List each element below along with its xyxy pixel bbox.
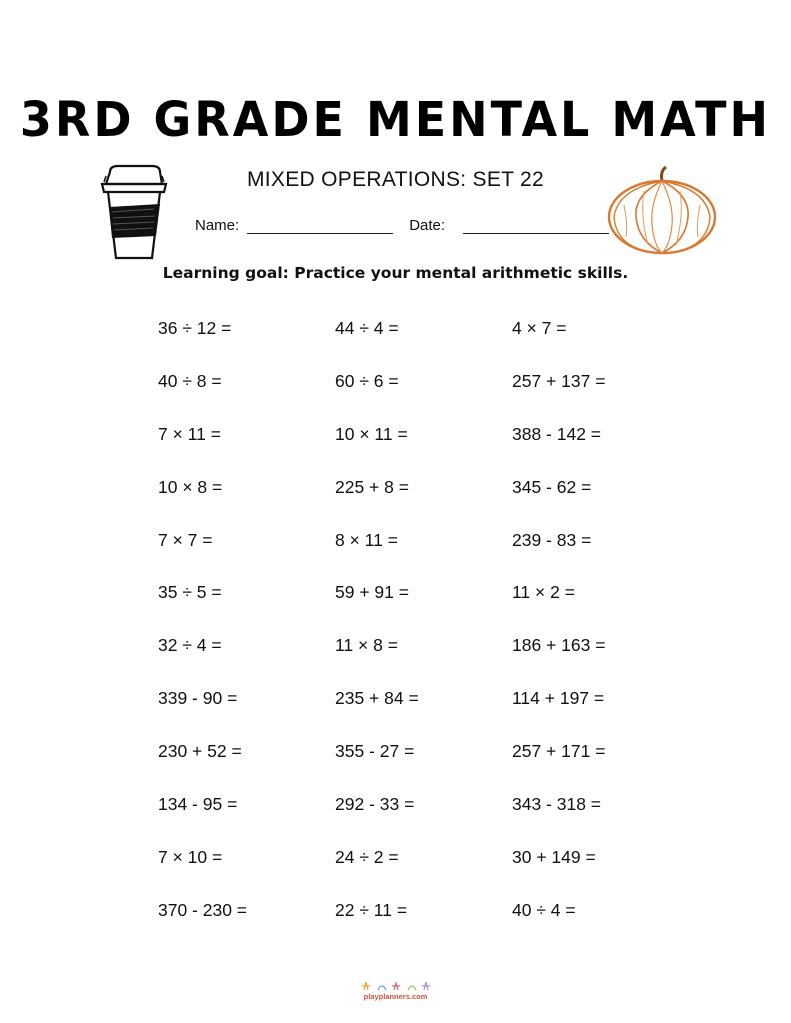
pumpkin-icon bbox=[604, 165, 719, 255]
math-problem: 10 × 8 = bbox=[158, 476, 223, 497]
math-problem: 59 + 91 = bbox=[335, 582, 409, 603]
math-problem: 355 - 27 = bbox=[335, 741, 415, 762]
problem-row bbox=[158, 900, 689, 953]
date-label: Date: bbox=[409, 217, 446, 234]
math-problem: 7 × 10 = bbox=[158, 846, 223, 867]
math-problem: 343 - 318 = bbox=[512, 794, 602, 815]
math-problem: 225 + 8 = bbox=[335, 476, 409, 497]
math-problem: 292 - 33 = bbox=[335, 794, 415, 815]
name-field[interactable] bbox=[247, 217, 393, 234]
worksheet-title: 3RD GRADE MENTAL MATH bbox=[19, 90, 772, 148]
math-problem: 7 × 11 = bbox=[158, 423, 221, 444]
math-problem: 24 ÷ 2 = bbox=[335, 846, 399, 867]
name-date-fields bbox=[195, 217, 609, 234]
problem-row bbox=[158, 847, 689, 900]
problem-row bbox=[158, 318, 689, 371]
problem-row bbox=[158, 741, 689, 794]
math-problem: 257 + 171 = bbox=[512, 741, 606, 762]
math-problem: 388 - 142 = bbox=[512, 423, 602, 444]
math-problem: 345 - 62 = bbox=[512, 476, 592, 497]
math-problem: 35 ÷ 5 = bbox=[158, 582, 222, 603]
math-problem: 370 - 230 = bbox=[158, 899, 248, 920]
playplanners-logo-icon bbox=[356, 980, 436, 992]
math-problem: 11 × 2 = bbox=[512, 582, 575, 603]
math-problem: 239 - 83 = bbox=[512, 529, 592, 550]
problem-grid bbox=[158, 318, 689, 953]
problem-row bbox=[158, 424, 689, 477]
math-problem: 30 + 149 = bbox=[512, 846, 596, 867]
problem-row bbox=[158, 688, 689, 741]
math-problem: 40 ÷ 8 = bbox=[158, 370, 222, 391]
math-problem: 44 ÷ 4 = bbox=[335, 318, 399, 338]
problem-row bbox=[158, 582, 689, 635]
math-problem: 230 + 52 = bbox=[158, 741, 242, 762]
math-problem: 32 ÷ 4 = bbox=[158, 635, 222, 656]
math-problem: 22 ÷ 11 = bbox=[335, 899, 408, 920]
footer bbox=[0, 973, 791, 1001]
problem-row bbox=[158, 477, 689, 530]
worksheet-subtitle: MIXED OPERATIONS: SET 22 bbox=[247, 168, 544, 191]
learning-goal: Learning goal: Practice your mental arithmetic skills. bbox=[162, 264, 629, 282]
math-problem: 7 × 7 = bbox=[158, 529, 213, 550]
math-problem: 40 ÷ 4 = bbox=[512, 899, 576, 920]
math-problem: 10 × 11 = bbox=[335, 423, 408, 444]
math-problem: 8 × 11 = bbox=[335, 529, 398, 550]
math-problem: 36 ÷ 12 = bbox=[158, 318, 232, 338]
problem-row bbox=[158, 794, 689, 847]
math-problem: 4 × 7 = bbox=[512, 318, 567, 338]
name-label: Name: bbox=[195, 217, 240, 234]
math-problem: 339 - 90 = bbox=[158, 688, 238, 709]
problem-row bbox=[158, 635, 689, 688]
footer-site: playplanners.com bbox=[363, 992, 428, 1001]
date-field[interactable] bbox=[463, 217, 609, 234]
problem-row bbox=[158, 530, 689, 583]
math-problem: 60 ÷ 6 = bbox=[335, 370, 399, 391]
math-problem: 235 + 84 = bbox=[335, 688, 419, 709]
math-problem: 186 + 163 = bbox=[512, 635, 606, 656]
math-problem: 11 × 8 = bbox=[335, 635, 398, 656]
math-problem: 114 + 197 = bbox=[512, 688, 605, 709]
problem-row bbox=[158, 371, 689, 424]
math-problem: 134 - 95 = bbox=[158, 794, 238, 815]
math-problem: 257 + 137 = bbox=[512, 370, 606, 391]
